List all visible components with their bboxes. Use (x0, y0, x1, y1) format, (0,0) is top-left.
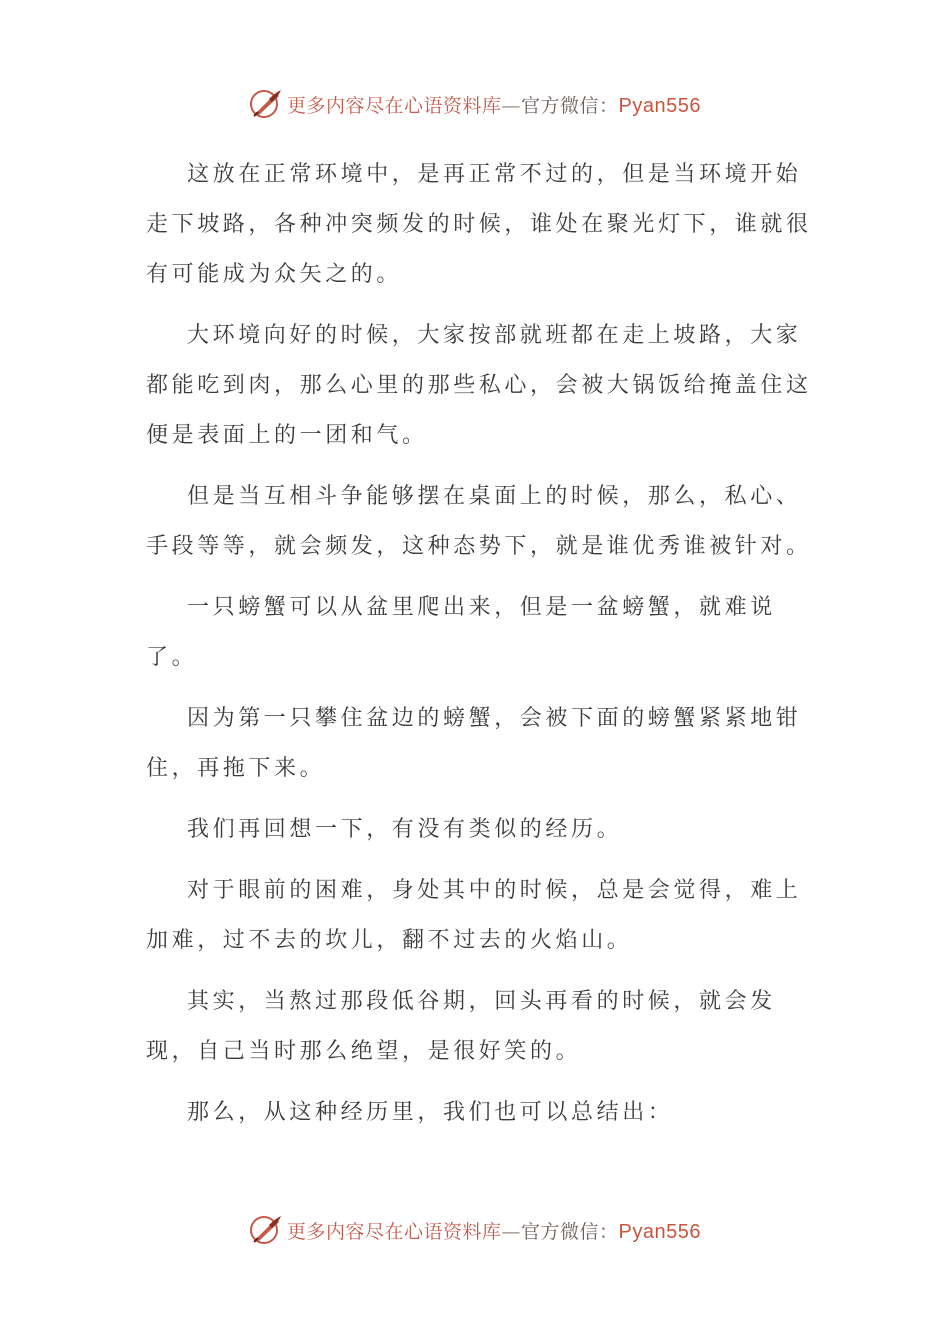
paragraph-4: 一只螃蟹可以从盆里爬出来，但是一盆螃蟹，就难说了。 (146, 595, 776, 670)
paragraph-7: 对于眼前的困难，身处其中的时候，总是会觉得，难上加难，过不去的坎儿，翻不过去的火焰山。 (146, 878, 802, 953)
quill-pen-seal-icon (249, 1213, 283, 1247)
document-body (146, 150, 826, 1138)
header-brand-text: 更多内容尽在心语资料库 (287, 94, 502, 117)
paragraph-9: 那么，从这种经历里，我们也可以总结出： (187, 1100, 674, 1125)
paragraph-8: 其实，当熬过那段低谷期，回头再看的时候，就会发现，自己当时那么绝望，是很好笑的。 (146, 989, 776, 1064)
header-wechat-label: 官方微信： (521, 94, 619, 117)
footer-dash: — (501, 1220, 522, 1243)
header-text (287, 91, 701, 118)
quill-pen-seal-icon (249, 87, 283, 121)
footer-wechat-label: 官方微信： (521, 1220, 619, 1243)
paragraph-5: 因为第一只攀住盆边的螃蟹，会被下面的螃蟹紧紧地钳住，再拖下来。 (146, 706, 802, 781)
paragraph-1: 这放在正常环境中，是再正常不过的，但是当环境开始走下坡路，各种冲突频发的时候，谁处在聚光灯下，谁就很有可能成为众矢之的。 (146, 162, 812, 287)
footer-wechat-id: Pyan556 (618, 1220, 701, 1243)
paragraph-3: 但是当互相斗争能够摆在桌面上的时候，那么，私心、手段等等，就会频发，这种态势下，就是谁优秀谁被针对。 (146, 484, 812, 559)
paragraph-6: 我们再回想一下，有没有类似的经历。 (187, 817, 623, 842)
footer-banner (0, 1210, 950, 1250)
footer-text (287, 1217, 701, 1244)
paragraph-2: 大环境向好的时候，大家按部就班都在走上坡路，大家都能吃到肉，那么心里的那些私心，会被大锅饭给掩盖住这便是表面上的一团和气。 (146, 323, 812, 448)
header-wechat-id: Pyan556 (618, 94, 701, 117)
header-banner (0, 84, 950, 124)
footer-brand-text: 更多内容尽在心语资料库 (287, 1220, 502, 1243)
header-dash: — (501, 94, 522, 117)
